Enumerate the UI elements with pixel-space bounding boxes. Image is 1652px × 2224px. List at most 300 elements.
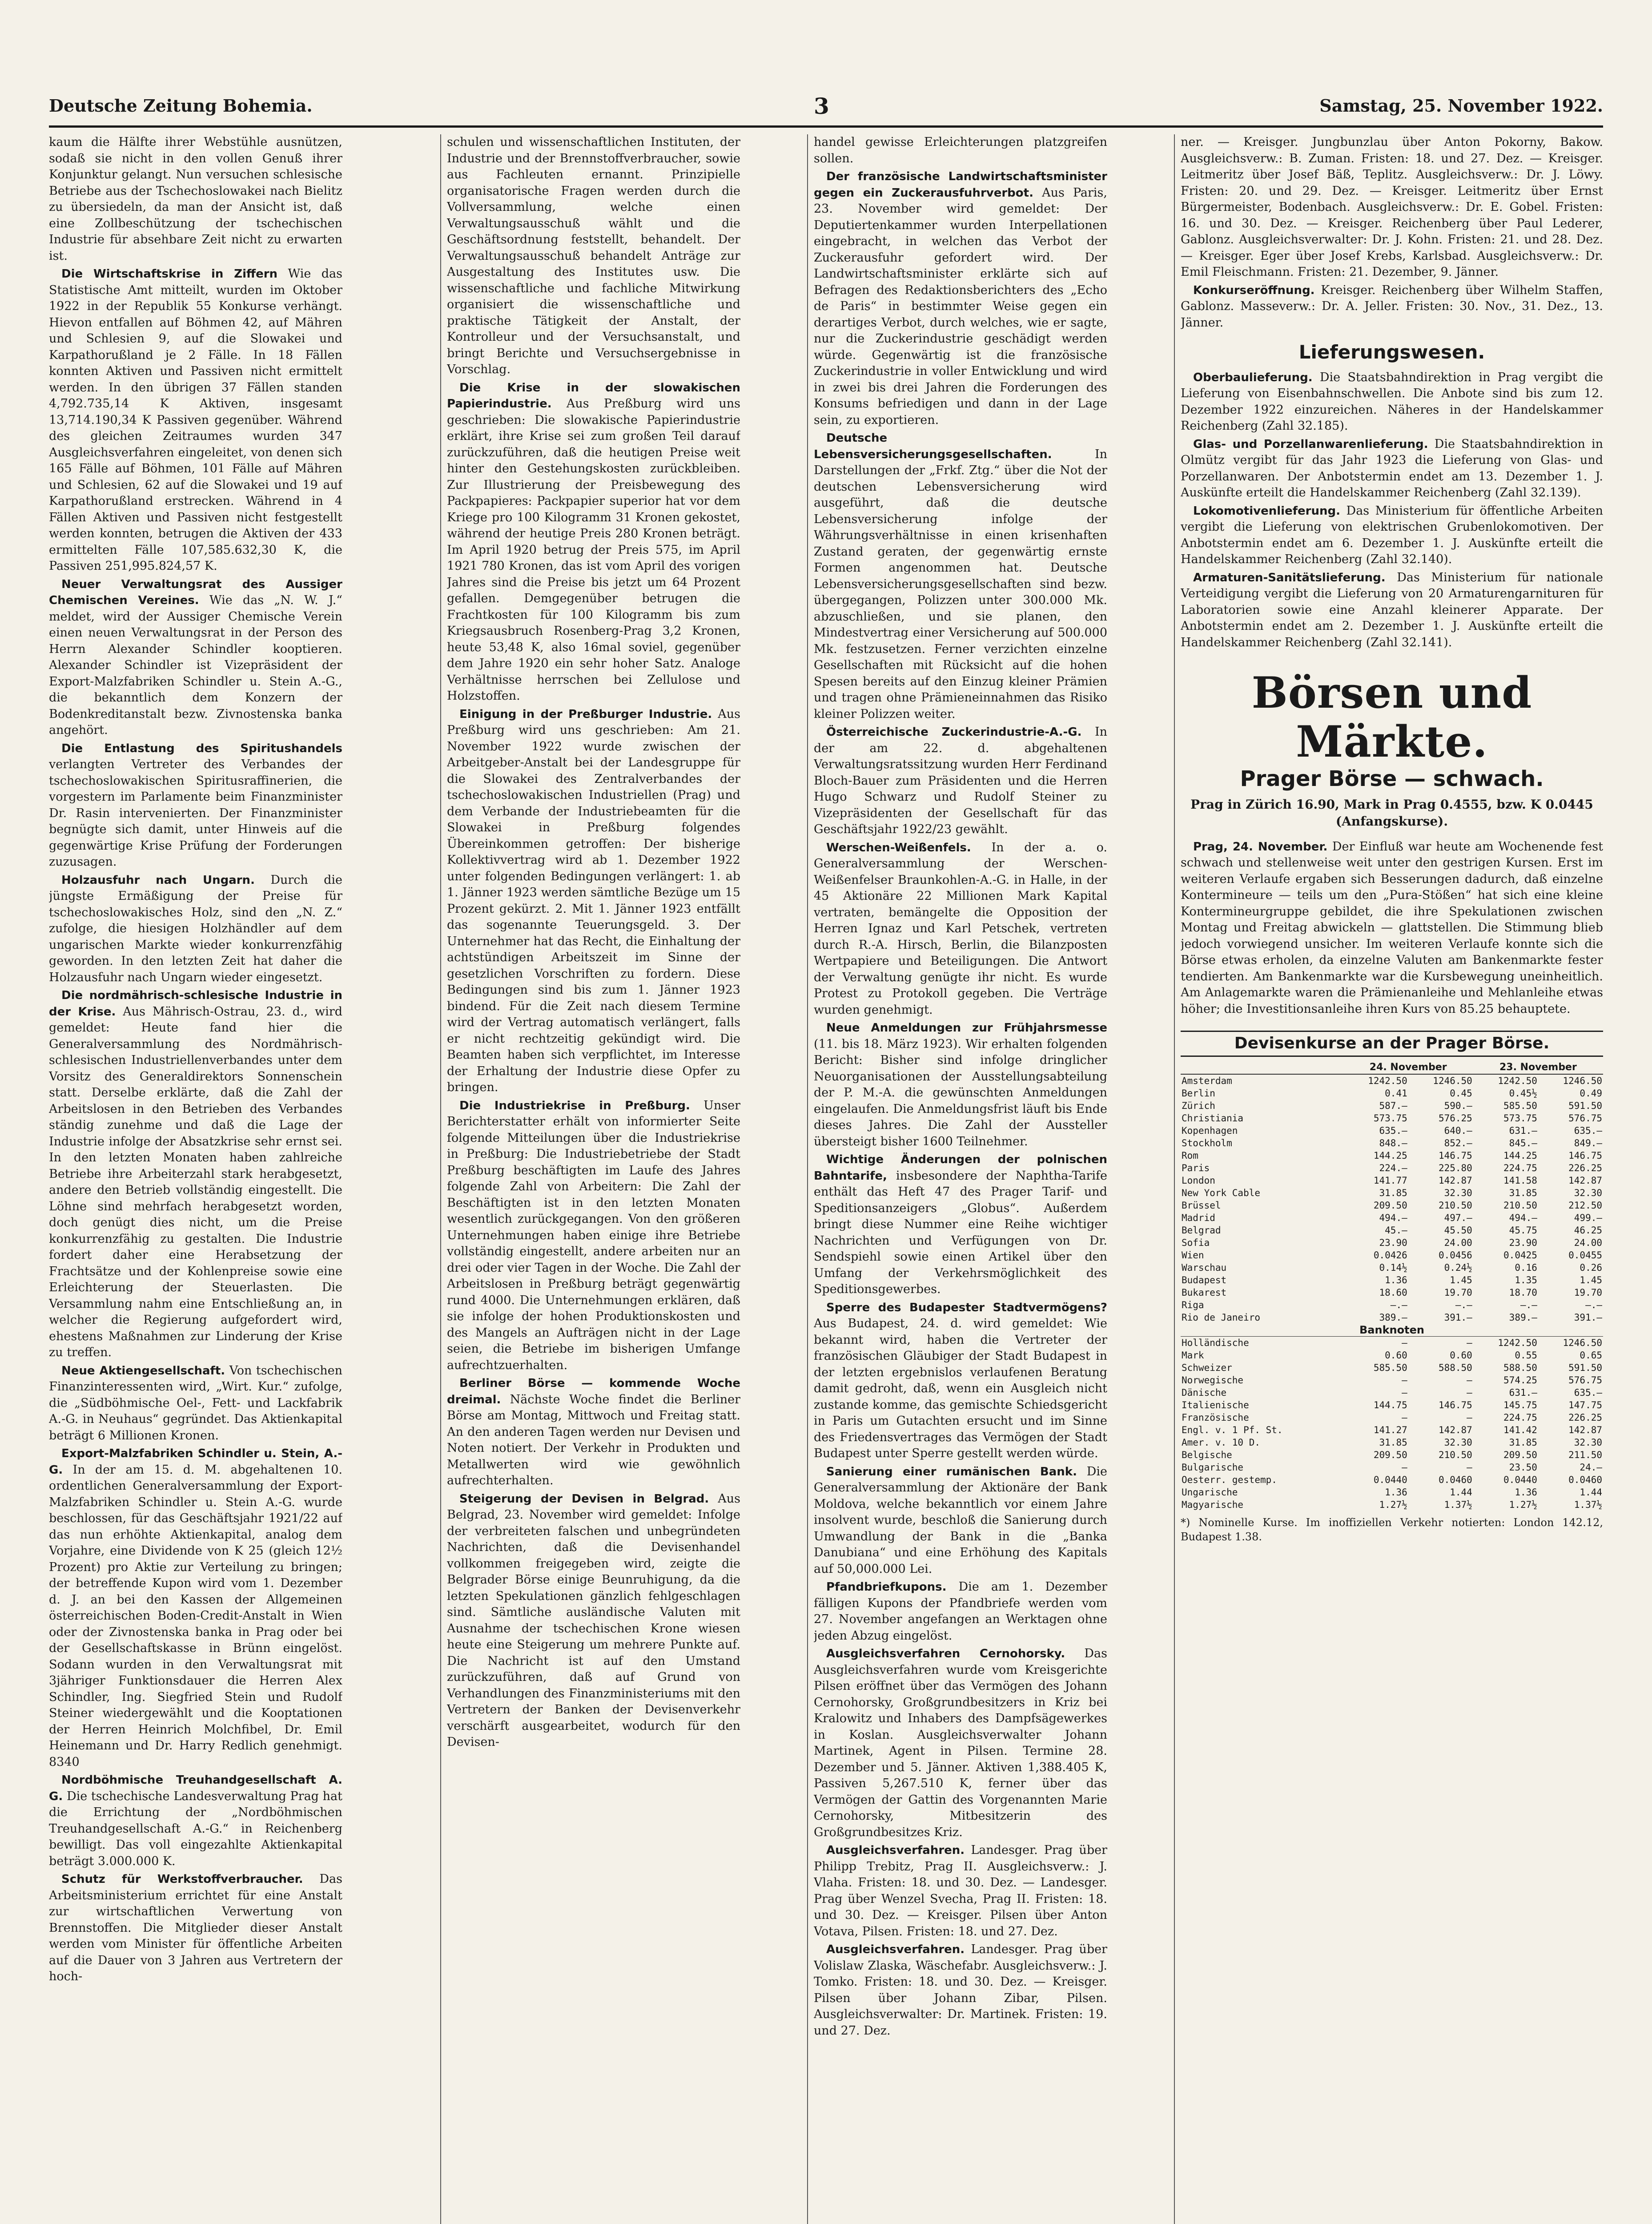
article-text: Nächste Woche findet die Berliner Börse am Montag, Mittwoch und Freitag statt. An den anderen Tagen werden nur Devisen und Noten notiert. Der Verkehr in Produkten und Metallwerten wird wie gewöhnlich aufrechterhalten.: [447, 1392, 740, 1487]
rate-cell: 18.70: [1509, 1287, 1537, 1298]
rate-cell: 1.45: [1580, 1274, 1602, 1285]
rate-cell: 224.75: [1503, 1162, 1537, 1173]
banknote-name: Mark: [1182, 1350, 1204, 1361]
article-text: Durch die jüngste Ermäßigung der Preise für tschechoslowakisches Holz, sind den „N. Z.“ zufolge, die hiesigen Holzhändler auf dem ungarischen Markte wieder konkurrenzfähig geworden. In den letzten Zeit hat daher die Holzausfuhr nach Ungarn wieder eingesetzt.: [49, 873, 342, 984]
rate-cell: 225.80: [1438, 1162, 1472, 1173]
rate-cell: 142.87: [1438, 1424, 1472, 1435]
banknote-name: Ungarische: [1182, 1487, 1238, 1498]
rate-cell: 226.25: [1568, 1162, 1602, 1173]
rate-cell: 144.25: [1503, 1150, 1537, 1161]
article-paragraph: [49, 1363, 342, 1444]
rate-cell: 31.85: [1509, 1437, 1537, 1448]
article-paragraph: [49, 1871, 342, 1985]
fx-table-title: Devisenkurse an der Prager Börse.: [1181, 1031, 1603, 1057]
rate-cell: 591.50: [1568, 1100, 1602, 1111]
rate-cell: 1.27½: [1509, 1499, 1537, 1510]
rate-cell: 585.50: [1503, 1100, 1537, 1111]
rate-cell: 211.50: [1568, 1449, 1602, 1460]
article-headline: Der französische Landwirtschaftsminister gegen ein Zuckerausfuhrverbot.: [814, 170, 1107, 200]
banknote-name: Schweizer: [1182, 1362, 1232, 1373]
rate-cell: 141.27: [1373, 1424, 1407, 1435]
column-4: [1181, 134, 1603, 2224]
article-text: Aus Budapest, 24. d. wird gemeldet: Wie bekannt wird, haben die Vertreter der französischen Gläubiger der Stadt Budapest in der letzten ergebnislos verlaufenen Beratung damit gedroht, daß, wenn ein Ausgleich nicht zustande komme, das gemischte Schiedsgericht in Paris um Gutachten ersucht und im Sinne des Friedensvertrages das Vermögen der Stadt Budapest unter Sperre gestellt werden würde.: [814, 1317, 1107, 1460]
rate-cell: 1.44: [1450, 1487, 1472, 1498]
rate-cell: —: [1402, 1337, 1407, 1348]
table-row: [1181, 1162, 1603, 1174]
banknote-name: Amer. v. 10 D.: [1182, 1437, 1261, 1448]
table-row: [1181, 1112, 1603, 1124]
article-headline: Konkurseröffnung.: [1193, 283, 1315, 297]
article-text: In der a. o. Generalversammlung der Werschen-Weißenfelser Braunkohlen-A.-G. in Halle, in der 45 Aktionäre 22 Millionen Mark Kapital vertraten, bemängelte die Opposition der Herren Ignaz und Karl Petschek, vertreten durch R.-A. Hirsch, Berlin, die Bilanzposten Wertpapiere und Beteiligungen. Die Antwort der Verwaltung genügte ihr nicht. Es wurde Protest zu Protokoll gegeben. Die Verträge wurden genehmigt.: [814, 840, 1107, 1017]
article-headline: Die Wirtschaftskrise in Ziffern: [61, 267, 278, 281]
currency-name: Riga: [1182, 1299, 1204, 1310]
rate-cell: 1.37½: [1444, 1499, 1472, 1510]
table-row: [1181, 1286, 1603, 1299]
article-headline: Die Krise in der slowakischen Papierindustrie.: [447, 381, 740, 411]
rate-cell: 587.—: [1379, 1100, 1407, 1111]
table-row: [1181, 1274, 1603, 1286]
article-headline: Steigerung der Devisen in Belgrad.: [459, 1492, 709, 1506]
currency-name: Paris: [1182, 1162, 1210, 1173]
table-row: [1181, 1349, 1603, 1362]
article-headline: Oberbaulieferung.: [1193, 371, 1313, 384]
rate-cell: —: [1467, 1387, 1472, 1398]
rate-cell: 1246.50: [1433, 1075, 1472, 1086]
article-paragraph: [447, 134, 740, 378]
rate-cell: 209.50: [1373, 1449, 1407, 1460]
article-headline: Einigung in der Preßburger Industrie.: [459, 707, 712, 721]
table-row: [1181, 1362, 1603, 1374]
rate-cell: 576.75: [1568, 1112, 1602, 1124]
article-text: In der am 15. d. M. abgehaltenen 10. ordentlichen Generalversammlung der Export-Malzfabriken Schindler u. Stein A.-G. wurde beschlossen, für das Geschäftsjahr 1921/22 auf das nun erhöhte Aktienkapital, analog dem Vorjahre, eine Dividende von K 25 (gleich 12½ Prozent) pro Aktie zur Verteilung zu bringen; der betreffende Kupon wird vom 1. Dezember d. J. an bei den Kassen der Allgemeinen österreichischen Boden-Credit-Anstalt in Wien oder der Zivnostenska banka in Prag oder bei der Gesellschaftskasse in Brünn eingelöst. Sodann wurden in den Verwaltungsrat mit 3jähriger Funktionsdauer die Herren Alex Schindler, Ing. Siegfried Stein und Rudolf Steiner wiedergewählt und die Kooptationen der Herren Heinrich Molchfibel, Dr. Emil Heinemann und Dr. Harry Redlich genehmigt. 8340: [49, 1463, 342, 1769]
rate-cell: 0.24½: [1444, 1262, 1472, 1273]
rate-cell: 845.—: [1509, 1137, 1537, 1148]
rate-cell: —: [1402, 1374, 1407, 1386]
rate-cell: 210.50: [1438, 1200, 1472, 1211]
rate-cell: —.—: [1390, 1299, 1407, 1310]
banknote-name: Engl. v. 1 Pf. St.: [1182, 1424, 1283, 1435]
table-row: [1181, 1137, 1603, 1149]
table-row: [1181, 1424, 1603, 1436]
rate-cell: 209.50: [1503, 1449, 1537, 1460]
article-text: Das Arbeitsministerium errichtet für eine Anstalt zur wirtschaftlichen Verwertung von Brennstoffen. Die Mitglieder dieser Anstalt werden vom Minister für öffentliche Arbeiten auf die Dauer von 3 Jahren aus Vertretern der hoch-: [49, 1872, 342, 1983]
article-headline: Neue Aktiengesellschaft.: [61, 1364, 225, 1378]
article-text: Das Ausgleichsverfahren wurde vom Kreisgerichte Pilsen eröffnet über das Vermögen des Johann Cernohorsky, Großgrundbesitzers in Kriz bei Kralowitz und Inhabers des Dampfsägewerkes in Koslan. Ausgleichsverwalter Johann Martinek, Agent in Pilsen. Termine 28. Dezember und 5. Jänner. Aktiven 1,388.405 K, Passiven 5,267.510 K, ferner über das Vermögen der Gattin des Vorgenannten Marie Cernohorsky, Mitbesitzerin des Großgrundbesitzes Kriz.: [814, 1647, 1107, 1839]
rate-cell: 32.30: [1444, 1437, 1472, 1448]
table-row: [1181, 1449, 1603, 1461]
rate-cell: 591.50: [1568, 1362, 1602, 1373]
fx-header-blank: [1181, 1061, 1343, 1074]
article-text: In der am 22. d. abgehaltenen Verwaltungsratssitzung wurden Herr Ferdinand Bloch-Bauer zum Präsidenten und die Herren Hugo Schwarz und Rudolf Steiner zu Vizepräsidenten der Gesellschaft für das Geschäftsjahr 1922/23 gewählt.: [814, 725, 1107, 836]
article-paragraph: [814, 724, 1107, 838]
markets-subheading: Prager Börse — schwach.: [1240, 766, 1544, 791]
table-row: [1181, 1187, 1603, 1199]
rate-cell: 24.00: [1574, 1237, 1602, 1248]
article-paragraph: [49, 266, 342, 575]
article-paragraph: [447, 1375, 740, 1489]
rate-cell: 1242.50: [1368, 1075, 1407, 1086]
article-headline: Die Entlastung des Spiritushandels: [61, 741, 342, 755]
rate-cell: —: [1467, 1462, 1472, 1473]
rate-cell: 0.16: [1515, 1262, 1537, 1273]
rate-cell: 45.—: [1385, 1225, 1407, 1236]
currency-name: Berlin: [1182, 1088, 1215, 1099]
rate-cell: 0.0440: [1373, 1474, 1407, 1485]
article-text: Wie das Statistische Amt mitteilt, wurden im Oktober 1922 in der Republik 55 Konkurse verhängt. Hievon entfallen auf Böhmen 42, auf Mähren und Schlesien 9, auf die Slowakei und Karpathorußland je 2 Fälle. In 18 Fällen konnten Aktiven und Passiven nicht ermittelt werden. In den übrigen 37 Fällen standen 4,792.735,14 K Aktiven, insgesamt 13,714.190,34 K Passiven gegenüber. Während des gleichen Zeitraumes wurden 347 Ausgleichsverfahren eingeleitet, von denen sich 165 Fälle auf Böhmen, 101 Fälle auf Mähren und Schlesien, 62 auf die Slowakei und 19 auf Karpathorußland erstrecken. Während in 4 Fällen Aktiven und Passiven nicht festgestellt werden konnten, betrugen die Aktiven der 433 ermittelten Fälle 107,585.632,30 K, die Passiven 251,995.824,57 K.: [49, 267, 342, 573]
rate-cell: 0.0460: [1568, 1474, 1602, 1485]
rate-cell: —.—: [1585, 1299, 1602, 1310]
rate-cell: —: [1467, 1374, 1472, 1386]
table-row: [1181, 1261, 1603, 1274]
rate-cell: 142.87: [1438, 1175, 1472, 1186]
rate-cell: 142.87: [1568, 1175, 1602, 1186]
rate-cell: 635.—: [1574, 1125, 1602, 1136]
rate-cell: 1.36: [1515, 1487, 1537, 1498]
article-text: Die tschechische Landesverwaltung Prag hat die Errichtung der „Nordböhmischen Treuhandgesellschaft A.-G.“ in Reichenberg bewilligt. Das voll eingezahlte Aktienkapital beträgt 3.000.000 K.: [49, 1789, 342, 1868]
currency-name: London: [1182, 1175, 1215, 1186]
article-paragraph: [814, 1152, 1107, 1298]
rate-cell: 18.60: [1379, 1287, 1407, 1298]
column-3: [814, 134, 1107, 2224]
article-paragraph: [814, 1646, 1107, 1841]
rate-cell: —.—: [1455, 1299, 1472, 1310]
rate-cell: 24.00: [1444, 1237, 1472, 1248]
column-1: [49, 134, 342, 2224]
rate-cell: 0.0460: [1438, 1474, 1472, 1485]
rate-cell: 0.14½: [1379, 1262, 1407, 1273]
article-text: Aus Mährisch-Ostrau, 23. d., wird gemeldet: Heute fand hier die Generalversammlung des Nordmährisch-schlesischen Industriellenverbandes unter dem Vorsitz des Generaldirektors Sonnenschein statt. Derselbe erklärte, daß die Zahl der Arbeitslosen in den Betrieben des Verbandes ständig zunehme und daß die Lage der Industrie infolge der Absatzkrise sehr ernst sei. In den letzten Monaten haben zahlreiche Betriebe ihre Arbeiterzahl stark herabgesetzt, andere den Betrieb vollständig eingestellt. Die Löhne sind mehrfach herabgesetzt worden, doch genügt dies nicht, um die Preise konkurrenzfähig zu gestalten. Die Industrie fordert daher eine Herabsetzung der Frachtsätze und der Kohlenpreise sowie eine Erleichterung der Steuerlasten. Die Versammlung nahm eine Entschließung an, in welcher die Regierung aufgefordert wird, ehestens Maßnahmen zur Linderung der Krise zu treffen.: [49, 1004, 342, 1359]
rate-cell: 1242.50: [1498, 1075, 1537, 1086]
table-row: [1181, 1311, 1603, 1324]
rate-cell: —: [1402, 1412, 1407, 1423]
rate-cell: 31.85: [1379, 1437, 1407, 1448]
table-row: [1181, 1174, 1603, 1187]
article-text: Landesger. Prag über Philipp Trebitz, Prag II. Ausgleichsverw.: J. Vlaha. Fristen: 18. und 30. Dez. — Landesger. Prag über Wenzel Svecha, Prag II. Fristen: 18. und 30. Dez. — Kreisger. Pilsen über Anton Votava, Pilsen. Fristen: 18. und 27. Dez.: [814, 1843, 1107, 1938]
banknote-name: Holländische: [1182, 1337, 1249, 1348]
article-text: Landesger. Prag über Volislaw Zlaska, Wäschefabr. Ausgleichsverw.: J. Tomko. Fristen: 18. und 30. Dez. — Kreisger. Pilsen über Johann Zibar, Pilsen. Ausgleichsverwalter: Dr. Martinek. Fristen: 19. und 27. Dez.: [814, 1942, 1107, 2038]
rate-cell: 45.50: [1444, 1225, 1472, 1236]
article-headline: Holzausfuhr nach Ungarn.: [61, 873, 255, 887]
column-2: [447, 134, 740, 2224]
rate-cell: —: [1467, 1337, 1472, 1348]
rate-cell: 0.55: [1515, 1350, 1537, 1361]
rate-cell: 494.—: [1379, 1212, 1407, 1223]
fx-footnote: *) Nominelle Kurse. Im inoffiziellen Verkehr notierten: London 142.12, Budapest 1.38.: [1181, 1516, 1603, 1543]
rate-cell: 391.—: [1444, 1312, 1472, 1323]
article-paragraph: [814, 1579, 1107, 1644]
rate-cell: 141.42: [1503, 1424, 1537, 1435]
article-text: Die Staatsbahndirektion in Prag vergibt die Lieferung von Eisenbahnschwellen. Die Anbote sind bis zum 12. Dezember 1922 einzureichen. Näheres in der Handelskammer Reichenberg (Zahl 32.185).: [1181, 370, 1603, 433]
article-text: Die Generalversammlung der Aktionäre der Bank Moldova, welche bekanntlich vor einem Jahre insolvent wurde, beschloß die Sanierung durch Umwandlung der Bank in die „Banka Danubiana“ und eine Erhöhung des Kapitals auf 50,000.000 Lei.: [814, 1464, 1107, 1576]
rate-cell: 23.50: [1509, 1462, 1537, 1473]
table-row: [1181, 1087, 1603, 1100]
rate-cell: 0.49: [1580, 1088, 1602, 1099]
article-text: Die Staatsbahndirektion in Olmütz vergibt für das Jahr 1923 die Lieferung von Glas- und Porzellanwaren. Der Anbotstermin endet am 13. Dezember 1. J. Auskünfte erteilt die Handelskammer Reichenberg (Zahl 32.139).: [1181, 437, 1603, 500]
rate-cell: 1.37½: [1574, 1499, 1602, 1510]
article-headline: Armaturen-Sanitätslieferung.: [1193, 571, 1386, 584]
article-paragraph: [814, 840, 1107, 1019]
currency-name: Zürich: [1182, 1100, 1215, 1111]
article-headline: Ausgleichsverfahren.: [826, 1943, 965, 1956]
table-row: [1181, 1436, 1603, 1449]
table-row: [1181, 1374, 1603, 1386]
column-divider: [1174, 134, 1175, 2224]
article-paragraph: [447, 706, 740, 1096]
table-row: [1181, 1399, 1603, 1411]
article-text: Kreisger. Reichenberg über Wilhelm Staffen, Gablonz. Masseverw.: Dr. A. Jeller. Fristen: 30. Nov., 31. Dez., 13. Jänner.: [1181, 283, 1603, 330]
rate-cell: 1246.50: [1563, 1337, 1602, 1348]
currency-name: Brüssel: [1182, 1200, 1221, 1211]
rate-cell: 31.85: [1509, 1187, 1537, 1198]
article-text: handel gewisse Erleichterungen platzgreifen sollen.: [814, 135, 1107, 165]
currency-name: Christiania: [1182, 1112, 1244, 1124]
rate-cell: 1.45: [1450, 1274, 1472, 1285]
article-headline: Deutsche Lebensversicherungsgesellschaften.: [814, 431, 1052, 461]
article-paragraph: [1181, 282, 1603, 331]
article-paragraph: [49, 134, 342, 264]
article-paragraph: [814, 1942, 1107, 2039]
fx-header-date-b: 23. November: [1473, 1061, 1603, 1074]
rate-cell: —: [1402, 1462, 1407, 1473]
article-paragraph: [49, 987, 342, 1361]
rate-cell: 0.60: [1385, 1350, 1407, 1361]
banknotes-subhead-row: [1181, 1324, 1603, 1337]
section-heading: Lieferungswesen.: [1298, 341, 1485, 363]
article-headline: Glas- und Porzellanwarenlieferung.: [1193, 437, 1428, 451]
currency-name: Belgrad: [1182, 1225, 1221, 1236]
rate-cell: 146.75: [1438, 1399, 1472, 1410]
rate-cell: 144.25: [1373, 1150, 1407, 1161]
article-text: Von tschechischen Finanzinteressenten wird, „Wirt. Kur.“ zufolge, die „Südböhmische Oel-, Fett- und Lackfabrik A.-G. in Neuhaus“ gegründet. Das Aktienkapital beträgt 6 Millionen Kronen.: [49, 1363, 342, 1442]
article-paragraph: [447, 1098, 740, 1374]
article-paragraph: [1181, 134, 1603, 281]
rate-cell: 19.70: [1444, 1287, 1472, 1298]
article-headline: Neue Anmeldungen zur Frühjahrsmesse: [826, 1021, 1107, 1035]
article-headline: Die Industriekrise in Preßburg.: [459, 1099, 690, 1112]
rate-cell: 635.—: [1379, 1125, 1407, 1136]
article-headline: Export-Malzfabriken Schindler u. Stein, A.-G.: [49, 1447, 342, 1477]
currency-name: New York Cable: [1182, 1187, 1261, 1198]
table-row: [1181, 1486, 1603, 1499]
article-headline: Berliner Börse — kommende Woche dreimal.: [447, 1377, 740, 1406]
article-text: Aus Preßburg wird uns geschrieben: Am 21. November 1922 wurde zwischen der Arbeitgeber-Anstalt bei der Landesgruppe für die Slowakei des Zentralverbandes der tschechoslowakischen Industriellen (Prag) und dem Verbande der Industriebeamten für die Slowakei in Preßburg folgendes Übereinkommen getroffen: Der bisherige Kollektivvertrag wird ab 1. Dezember 1922 unter folgenden Bedingungen verlängert: 1. ab 1. Jänner 1923 werden sämtliche Bezüge um 15 Prozent gekürzt. 2. Mit 1. Jänner 1923 entfällt das sogenannte Teuerungsgeld. 3. Der Unternehmer hat das Recht, die Einhaltung der achtstündigen Arbeitszeit im Sinne der gesetzlichen Vorschriften zu fordern. Diese Bedingungen sind bis zum 1. Jänner 1923 bindend. Für die Zeit nach diesem Termine wird der Vertrag automatisch verlängert, falls er nicht rechtzeitig gekündigt wird. Die Beamten haben sich verpflichtet, im Interesse der Erhaltung der Industrie diese Opfer zu bringen.: [447, 707, 740, 1094]
rate-cell: 32.30: [1574, 1187, 1602, 1198]
article-paragraph: [814, 134, 1107, 167]
rate-cell: 640.—: [1444, 1125, 1472, 1136]
currency-name: Warschau: [1182, 1262, 1227, 1273]
rate-cell: 209.50: [1373, 1200, 1407, 1211]
article-headline: Sanierung einer rumänischen Bank.: [826, 1465, 1077, 1479]
table-row: [1181, 1237, 1603, 1249]
rate-cell: 1242.50: [1498, 1337, 1537, 1348]
exchange-note: Prag in Zürich 16.90, Mark in Prag 0.4555, bzw. K 0.0445 (Anfangskurse).: [1190, 797, 1593, 829]
currency-name: Rio de Janeiro: [1182, 1312, 1261, 1323]
rate-cell: 0.45½: [1509, 1088, 1537, 1099]
rate-cell: 224.—: [1379, 1162, 1407, 1173]
article-paragraph: [1181, 570, 1603, 651]
currency-name: Budapest: [1182, 1274, 1227, 1285]
rate-cell: 23.90: [1509, 1237, 1537, 1248]
rate-cell: 0.26: [1580, 1262, 1602, 1273]
banknote-name: Bulgarische: [1182, 1462, 1244, 1473]
rate-cell: 499.—: [1574, 1212, 1602, 1223]
rate-cell: 0.0426: [1373, 1249, 1407, 1261]
article-paragraph: [814, 430, 1107, 722]
rate-cell: —.—: [1520, 1299, 1537, 1310]
header-rule: [49, 125, 1603, 128]
article-paragraph: [447, 380, 740, 705]
article-headline: Ausgleichsverfahren Cernohorsky.: [826, 1647, 1065, 1660]
currency-name: Madrid: [1182, 1212, 1215, 1223]
rate-cell: 24.—: [1580, 1462, 1602, 1473]
currency-name: Sofia: [1182, 1237, 1210, 1248]
table-row: [1181, 1461, 1603, 1474]
article-text: schulen und wissenschaftlichen Instituten, der Industrie und der Brennstoffverbraucher, sowie aus Fachleuten ernannt. Prinzipielle organisatorische Fragen werden durch die Vollversammlung, welche einen Verwaltungsausschuß wählt und die Geschäftsordnung feststellt, behandelt. Der Verwaltungsausschuß behandelt Anträge zur Ausgestaltung des Institutes usw. Die wissenschaftliche und fachliche Mitwirkung organisiert die wissenschaftliche und praktische Tätigkeit der Anstalt, der Kontrolleur und der Versuchsanstalt, und bringt Berichte und Versuchsergebnisse in Vorschlag.: [447, 135, 740, 376]
table-row: [1181, 1249, 1603, 1261]
rate-cell: 141.58: [1503, 1175, 1537, 1186]
article-headline: Österreichische Zuckerindustrie-A.-G.: [826, 725, 1082, 739]
article-text: Aus Paris, 23. November wird gemeldet: Der Deputiertenkammer wurden Interpellationen eingebracht, in welchen das Verbot der Zuckerausfuhr gefordert wird. Der Landwirtschaftsminister erklärte sich auf Befragen des Redaktionsberichters des „Echo de Paris“ in bestimmter Weise gegen ein derartiges Verbot, durch welches, wie er sagte, nur die Zuckerindustrie geschädigt werden würde. Gegenwärtig ist die französische Zuckerindustrie in voller Entwicklung und wird in zwei bis drei Jahren die Forderungen des Konsums befriedigen und dann in der Lage sein, zu exportieren.: [814, 185, 1107, 427]
article-paragraph: [1181, 436, 1603, 501]
currency-name: Wien: [1182, 1249, 1204, 1261]
banknote-name: Dänische: [1182, 1387, 1227, 1398]
currency-name: Bukarest: [1182, 1287, 1227, 1298]
article-headline: Sperre des Budapester Stadtvermögens?: [826, 1301, 1107, 1314]
rate-cell: 146.75: [1438, 1150, 1472, 1161]
table-row: [1181, 1224, 1603, 1237]
rate-cell: 1.27½: [1379, 1499, 1407, 1510]
rate-cell: 590.—: [1444, 1100, 1472, 1111]
rate-cell: 1.36: [1385, 1274, 1407, 1285]
article-text: Aus Belgrad, 23. November wird gemeldet: Infolge der verbreiteten falschen und unbegründeten Nachrichten, daß die Devisenhandel vollkommen freigegeben wird, zeigte die Belgrader Börse einige Beunruhigung, da die letzten Spekulationen gänzlich fehlgeschlagen sind. Sämtliche ausländische Valuten mit Ausnahme der tschechischen Krone wiesen heute eine Steigerung um mehrere Punkte auf. Die Nachricht ist auf den Umstand zurückzuführen, daß auf Grund von Verhandlungen des Finanzministeriums mit den Vertretern der Banken der Devisenverkehr verschärft ausgearbeitet, wodurch für den Devisen-: [447, 1491, 740, 1749]
table-row: [1181, 1474, 1603, 1486]
article-text: Unser Berichterstatter erhält von informierter Seite folgende Mitteilungen über die Industriekrise in Preßburg: Die Industriebetriebe der Stadt Preßburg beschäftigten im Laufe des Jahres folgende Zahl von Arbeitern: Die Zahl der Beschäftigten ist in den letzten Monaten wesentlich zurückgegangen. Von den größeren Unternehmungen haben einige ihre Betriebe vollständig eingestellt, andere arbeiten nur an drei oder vier Tagen in der Woche. Die Zahl der Arbeitslosen in Preßburg beträgt gegenwärtig rund 4000. Die Unternehmungen erklären, daß sie infolge der hohen Produktionskosten und des Mangels an Aufträgen nicht in der Lage seien, die Betriebe im bisherigen Umfange aufrechtzuerhalten.: [447, 1098, 740, 1372]
article-paragraph: [1181, 839, 1603, 1018]
rate-cell: 497.—: [1444, 1212, 1472, 1223]
article-paragraph: [447, 1491, 740, 1751]
rate-cell: 849.—: [1574, 1137, 1602, 1148]
rate-cell: 852.—: [1444, 1137, 1472, 1148]
rate-cell: 585.50: [1373, 1362, 1407, 1373]
rate-cell: 588.50: [1438, 1362, 1472, 1373]
rate-cell: 210.50: [1503, 1200, 1537, 1211]
article-text: Das Ministerium für öffentliche Arbeiten vergibt die Lieferung von elektrischen Grubenlokomotiven. Der Anbotstermin endet am 6. Dezember 1. J. Auskünfte erteilt die Handelskammer Reichenberg (Zahl 32.140).: [1181, 504, 1603, 566]
article-paragraph: [49, 741, 342, 870]
rate-cell: 32.30: [1444, 1187, 1472, 1198]
article-headline: Nordböhmische Treuhandgesellschaft A. G.: [49, 1773, 342, 1803]
rate-cell: 147.75: [1568, 1399, 1602, 1410]
rate-cell: 0.65: [1580, 1350, 1602, 1361]
rate-cell: 23.90: [1379, 1237, 1407, 1248]
issue-date: Samstag, 25. November 1922.: [1319, 96, 1603, 116]
article-text: Wie das „N. W. J.“ meldet, wird der Aussiger Chemische Verein einen neuen Verwaltungsrat in der Person des Herrn Alexander Schindler kooptieren. Alexander Schindler ist Vizepräsident der Export-Malzfabriken Schindler u. Stein A.-G., die bekanntlich dem Konzern der Bodenkreditanstalt bezw. Zivnostenska banka angehört.: [49, 593, 342, 737]
rate-cell: 0.41: [1385, 1088, 1407, 1099]
rate-cell: 145.75: [1503, 1399, 1537, 1410]
article-text: In Darstellungen der „Frkf. Ztg.“ über die Not der deutschen Lebensversicherung wird ausgeführt, daß die deutsche Lebensversicherung infolge der Währungsverhältnisse in einen krisenhaften Zustand geraten, der gegenwärtig ernste Formen angenommen hat. Deutsche Lebensversicherungsgesellschaften sind bezw. übergegangen, Polizzen unter 300.000 Mk. abzuschließen, und sie planen, den Mindestvertrag einer Versicherung auf 500.000 Mk. festzusetzen. Ferner verzichten einzelne Gesellschaften mit Rücksicht auf die hohen Spesen bereits auf den Einzug kleiner Prämien und tragen ohne Prämieneinnahmen das Risiko kleiner Polizzen weiter.: [814, 447, 1107, 721]
rate-cell: 573.75: [1373, 1112, 1407, 1124]
banknotes-subhead: Banknoten: [1181, 1324, 1603, 1337]
rate-cell: 389.—: [1379, 1312, 1407, 1323]
rate-cell: 576.75: [1568, 1374, 1602, 1386]
article-headline: Werschen-Weißenfels.: [826, 841, 971, 854]
banknote-name: Norwegische: [1182, 1374, 1244, 1386]
article-paragraph: [1181, 370, 1603, 435]
banknote-name: Italienische: [1182, 1399, 1249, 1410]
page-header: [49, 93, 1603, 122]
article-headline: Pfandbriefkupons.: [826, 1580, 947, 1594]
page-number: 3: [814, 93, 829, 119]
table-row: [1181, 1336, 1603, 1349]
article-paragraph: [1181, 503, 1603, 568]
article-paragraph: [814, 1300, 1107, 1462]
article-paragraph: [814, 169, 1107, 428]
rate-cell: 494.—: [1509, 1212, 1537, 1223]
table-row: [1181, 1100, 1603, 1112]
column-divider: [440, 134, 441, 2224]
article-text: verlangten Vertreter des Verbandes der tschechoslowakischen Spiritusraffinerien, die vorgestern im Parlamente beim Finanzminister Dr. Rasin intervenierten. Der Finanzminister begnügte sich damit, unter Hinweis auf die gegenwärtige Krise Prüfung der Forderungen zuzusagen.: [49, 757, 342, 869]
table-row: [1181, 1199, 1603, 1212]
rate-cell: 144.75: [1373, 1399, 1407, 1410]
article-headline: Prag, 24. November.: [1193, 840, 1328, 854]
rate-cell: 389.—: [1509, 1312, 1537, 1323]
rate-cell: 0.0440: [1503, 1474, 1537, 1485]
table-row: [1181, 1499, 1603, 1511]
rate-cell: 0.0456: [1438, 1249, 1472, 1261]
rate-cell: 31.85: [1379, 1187, 1407, 1198]
table-row: [1181, 1149, 1603, 1162]
table-row: [1181, 1411, 1603, 1424]
rate-cell: 0.60: [1450, 1350, 1472, 1361]
article-headline: Ausgleichsverfahren.: [826, 1844, 965, 1857]
banknote-name: Magyarische: [1182, 1499, 1244, 1510]
article-paragraph: [814, 1020, 1107, 1150]
fx-header-row: [1181, 1061, 1603, 1074]
rate-cell: 0.0425: [1503, 1249, 1537, 1261]
table-row: [1181, 1386, 1603, 1399]
rate-cell: 635.—: [1574, 1387, 1602, 1398]
article-text: Die am 1. Dezember fälligen Kupons der Pfandbriefe werden vom 27. November angefangen an Werktagen ohne jeden Abzug eingelöst.: [814, 1580, 1107, 1643]
article-paragraph: [49, 576, 342, 739]
article-headline: Schutz für Werkstoffverbraucher.: [61, 1873, 303, 1886]
article-headline: Die nordmährisch-schlesische Industrie in der Krise.: [49, 989, 342, 1019]
rate-cell: 631.—: [1509, 1125, 1537, 1136]
article-text: Der Einfluß war heute am Wochenende fest schwach und stellenweise weit unter den gestrigen Kursen. Erst im weiteren Verlaufe ergaben sich Besserungen dadurch, daß einzelne Kontermineure — teils um den „Pura-Stößen“ hat sich eine kleine Kontermineurgruppe gebildet, die ihre Spekulationen zwischen Montag und Freitag abwickeln — glattstellen. Die Stimmung blieb jedoch vorwiegend unsicher. Im weiteren Verlaufe konnte sich die Börse etwas erholen, da einzelne Valuten am Bankenmarkte fester tendierten. Am Bankenmarkte war die Kursbewegung uneinheitlich. Am Anlagemarkte waren die Prämienanleihe und Mehlanleihe etwas höher; die Investitionsanleihe ihren Kurs von 85.25 behauptete.: [1181, 839, 1603, 1016]
markets-heading: Börsen und Märkte.: [1251, 668, 1532, 767]
article-paragraph: [814, 1842, 1107, 1940]
rate-cell: 141.77: [1373, 1175, 1407, 1186]
rate-cell: 1246.50: [1563, 1075, 1602, 1086]
banknote-name: Französische: [1182, 1412, 1249, 1423]
banknote-name: Oesterr. gestemp.: [1182, 1474, 1277, 1485]
column-divider: [807, 134, 808, 2224]
article-text: Aus Preßburg wird uns geschrieben: Die slowakische Papierindustrie erklärt, ihre Krise sei zum großen Teil darauf zurückzuführen, daß die heutigen Preise weit hinter den Gestehungskosten zurückbleiben. Zur Illustrierung der Preisbewegung des Packpapieres: Packpapier superior hat vor dem Kriege pro 100 Kilogramm 31 Kronen gekostet, während der heutige Preis 280 Kronen beträgt. Im April 1920 betrug der Preis 575, im April 1921 780 Kronen, das ist vom April des vorigen Jahres sind die Preise bis jetzt um 64 Prozent gefallen. Demgegenüber betrugen die Frachtkosten für 100 Kilogramm bis zum Kriegsausbruch Rosenberg-Prag 3,2 Kronen, heute 53,48 K, also 16mal soviel, gegenüber dem Jahre 1920 ein sehr hoher Satz. Analoge Verhältnisse herrschen bei Zellulose und Holzstoffen.: [447, 397, 740, 703]
currency-name: Rom: [1182, 1150, 1198, 1161]
table-row: [1181, 1124, 1603, 1137]
rate-cell: 0.0455: [1568, 1249, 1602, 1261]
currency-name: Stockholm: [1182, 1137, 1232, 1148]
rate-cell: 848.—: [1379, 1137, 1407, 1148]
article-text: Das Ministerium für nationale Verteidigung vergibt die Lieferung von 20 Armaturengarnituren für Laboratorien sowie eine Anzahl kleinerer Apparate. Der Anbotstermin endet am 2. Dezember 1. J. Auskünfte erteilt die Handelskammer Reichenberg (Zahl 32.141).: [1181, 570, 1603, 649]
article-text: ner. — Kreisger. Jungbunzlau über Anton Pokorny, Bakow. Ausgleichsverw.: B. Zuman. Fristen: 18. und 27. Dez. — Kreisger. Leitmeritz über Josef Bäß, Teplitz. Ausgleichsverw.: Dr. J. Löwy. Fristen: 20. und 29. Dez. — Kreisger. Leitmeritz über Ernst Bürgermeister, Bodenbach. Ausgleichsverw.: Dr. E. Gobel. Fristen: 16. und 30. Dez. — Kreisger. Reichenberg über Paul Lederer, Gablonz. Ausgleichsverwalter: Dr. J. Kohn. Fristen: 21. und 28. Dez. — Kreisger. Eger über Josef Krebs, Karlsbad. Ausgleichsverw.: Dr. Emil Fleischmann. Fristen: 21. Dezember, 9. Jänner.: [1181, 135, 1603, 279]
rate-cell: 576.25: [1438, 1112, 1472, 1124]
rate-cell: 0.45: [1450, 1088, 1472, 1099]
article-paragraph: [49, 1446, 342, 1770]
article-headline: Neuer Verwaltungsrat des Aussiger Chemischen Vereines.: [49, 577, 342, 607]
table-row: [1181, 1212, 1603, 1224]
banknote-name: Belgische: [1182, 1449, 1232, 1460]
rate-cell: 391.—: [1574, 1312, 1602, 1323]
newspaper-title: Deutsche Zeitung Bohemia.: [49, 96, 313, 116]
